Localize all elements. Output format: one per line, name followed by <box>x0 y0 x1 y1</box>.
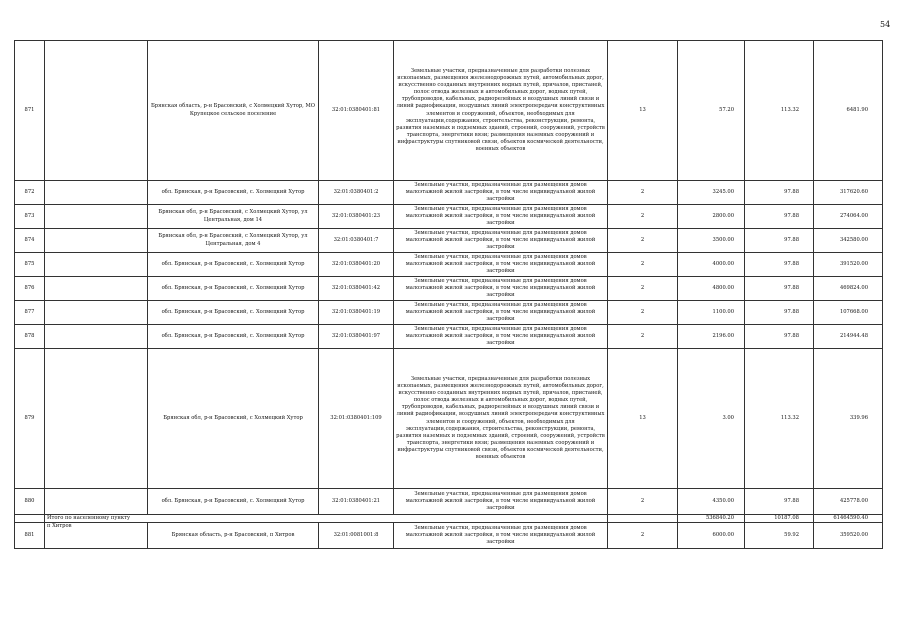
cadastral-number-cell: 32:01:0380401:81 <box>319 41 394 181</box>
group-code-cell: 2 <box>608 523 678 549</box>
row-number: 873 <box>15 205 45 229</box>
blank-cell <box>45 253 148 277</box>
area-cell: 4350.00 <box>678 489 745 515</box>
cadastral-value-cell: 214944.48 <box>814 325 883 349</box>
cadastral-number-cell: 32:01:0380401:109 <box>319 349 394 489</box>
rate-cell: 97.88 <box>745 229 814 253</box>
table-row <box>15 489 883 515</box>
rate-cell: 97.88 <box>745 181 814 205</box>
table-row <box>15 253 883 277</box>
group-code-cell: 13 <box>608 349 678 489</box>
row-number: 879 <box>15 349 45 489</box>
blank-cell <box>45 325 148 349</box>
group-code-cell: 2 <box>608 325 678 349</box>
cadastral-number-cell: 32:01:0380401:2 <box>319 181 394 205</box>
group-code-cell: 2 <box>608 277 678 301</box>
rate-cell: 113.32 <box>745 349 814 489</box>
address-cell: обл. Брянская, р-н Брасовский, с. Холмецкий Хутор <box>148 181 319 205</box>
area-cell: 4800.00 <box>678 277 745 301</box>
row-number: 875 <box>15 253 45 277</box>
row-number: 881 <box>15 523 45 549</box>
cadastral-number-cell: 32:01:0380401:7 <box>319 229 394 253</box>
cadastral-value-cell: 317620.60 <box>814 181 883 205</box>
blank-cell <box>45 229 148 253</box>
blank-cell <box>45 41 148 181</box>
table-row <box>15 181 883 205</box>
rate-cell: 97.88 <box>745 205 814 229</box>
area-cell: 6000.00 <box>678 523 745 549</box>
table-row <box>15 523 883 549</box>
rate-cell: 97.88 <box>745 277 814 301</box>
cadastral-value-cell: 391520.00 <box>814 253 883 277</box>
address-cell: Брянская обл, р-н Брасовский, с Холмецкий Хутор, ул Центральная, дом 14 <box>148 205 319 229</box>
cadastral-value-cell: 342580.00 <box>814 229 883 253</box>
blank-cell <box>45 301 148 325</box>
table-row <box>15 325 883 349</box>
row-number: 877 <box>15 301 45 325</box>
address-cell: обл. Брянская, р-н Брасовский, с. Холмецкий Хутор <box>148 489 319 515</box>
rate-cell: 97.88 <box>745 301 814 325</box>
settlement-label: п Хитров <box>45 523 148 549</box>
rate-cell: 97.88 <box>745 253 814 277</box>
row-number: 872 <box>15 181 45 205</box>
address-cell: Брянская обл, р-н Брасовский, с Холмецкий Хутор <box>148 349 319 489</box>
cadastral-value-cell: 359520.00 <box>814 523 883 549</box>
row-number: 876 <box>15 277 45 301</box>
blank-cell <box>45 205 148 229</box>
rate-cell: 97.88 <box>745 489 814 515</box>
blank-cell <box>45 277 148 301</box>
row-number: 878 <box>15 325 45 349</box>
total-value-cell: 61464590.40 <box>814 515 883 523</box>
area-cell: 3500.00 <box>678 229 745 253</box>
table-row <box>15 301 883 325</box>
area-cell: 4000.00 <box>678 253 745 277</box>
address-cell: обл. Брянская, р-н Брасовский, с. Холмецкий Хутор <box>148 325 319 349</box>
cadastral-value-cell: 6481.90 <box>814 41 883 181</box>
table-row <box>15 41 883 181</box>
total-label: Итого по населенному пункту <box>45 515 608 523</box>
group-code-cell: 2 <box>608 489 678 515</box>
cadastral-number-cell: 32:01:0380401:97 <box>319 325 394 349</box>
table-row <box>15 349 883 489</box>
area-cell: 2800.00 <box>678 205 745 229</box>
blank-cell <box>45 489 148 515</box>
cadastral-value-cell: 274064.00 <box>814 205 883 229</box>
area-cell: 1100.00 <box>678 301 745 325</box>
area-cell: 3.00 <box>678 349 745 489</box>
cadastral-number-cell: 32:01:0380401:21 <box>319 489 394 515</box>
cadastral-number-cell: 32:01:0380401:23 <box>319 205 394 229</box>
address-cell: обл. Брянская, р-н Брасовский, с. Холмецкий Хутор <box>148 277 319 301</box>
rate-cell: 59.92 <box>745 523 814 549</box>
cadastral-value-cell: 425778.00 <box>814 489 883 515</box>
row-number: 880 <box>15 489 45 515</box>
cadastral-number-cell: 32:01:0380401:42 <box>319 277 394 301</box>
cadastral-number-cell: 32:01:0380401:19 <box>319 301 394 325</box>
area-cell: 2196.00 <box>678 325 745 349</box>
address-cell: Брянская область, р-н Брасовский, с Холмецкий Хутор, МО Крупецкое сельское поселение <box>148 41 319 181</box>
land-plots-table <box>14 40 883 549</box>
blank-cell <box>608 515 678 523</box>
cadastral-value-cell: 107668.00 <box>814 301 883 325</box>
page-number: 54 <box>880 20 891 29</box>
land-category-cell: Земельные участки, предназначенные для разработки полезных ископаемых, размещения железнодорожных путей, автомобильных дорог, искусственно созданных внутренних водных путей, причалов, пристаней, полос отвода железных и автомобильных дорог, водных путей, трубопроводов, кабельных, радиорелейных и воздушных линий связи и линий радиофикации, воздушных линий электропередачи конструктивных элементов и сооружений, объектов, необходимых для эксплуатации,содержания, строительства, реконструкции, ремонта, развития наземных и подземных зданий, строений, сооружений, устройств транспорта, энергетики вязи; размещения наземных сооружений и инфраструктуры спутниковой связи, объектов космической деятельности, военных объектов <box>394 349 608 489</box>
blank-cell <box>45 181 148 205</box>
land-category-cell: Земельные участки, предназначенные для размещения домов малоэтажной жилой застройки, в том числе индивидуальной жилой застройки <box>394 205 608 229</box>
address-cell: Брянская обл, р-н Брасовский, с Холмецкий Хутор, ул Центральная, дом 4 <box>148 229 319 253</box>
row-number: 871 <box>15 41 45 181</box>
blank-cell <box>15 515 45 523</box>
address-cell: Брянская область, р-н Брасовский, п Хитров <box>148 523 319 549</box>
area-cell: 3245.00 <box>678 181 745 205</box>
blank-cell <box>45 349 148 489</box>
total-row <box>15 515 883 523</box>
address-cell: обл. Брянская, р-н Брасовский, с. Холмецкий Хутор <box>148 301 319 325</box>
land-category-cell: Земельные участки, предназначенные для размещения домов малоэтажной жилой застройки, в том числе индивидуальной жилой застройки <box>394 181 608 205</box>
cadastral-number-cell: 32:01:0380401:20 <box>319 253 394 277</box>
cadastral-value-cell: 339.96 <box>814 349 883 489</box>
table-row <box>15 229 883 253</box>
address-cell: обл. Брянская, р-н Брасовский, с. Холмецкий Хутор <box>148 253 319 277</box>
group-code-cell: 13 <box>608 41 678 181</box>
table-row <box>15 277 883 301</box>
land-category-cell: Земельные участки, предназначенные для размещения домов малоэтажной жилой застройки, в том числе индивидуальной жилой застройки <box>394 489 608 515</box>
table-row <box>15 205 883 229</box>
land-category-cell: Земельные участки, предназначенные для размещения домов малоэтажной жилой застройки, в том числе индивидуальной жилой застройки <box>394 523 608 549</box>
land-category-cell: Земельные участки, предназначенные для размещения домов малоэтажной жилой застройки, в том числе индивидуальной жилой застройки <box>394 301 608 325</box>
total-rate-cell: 10187.08 <box>745 515 814 523</box>
land-category-cell: Земельные участки, предназначенные для разработки полезных ископаемых, размещения железнодорожных путей, автомобильных дорог, искусственно созданных внутренних водных путей, причалов, пристаней, полос отвода железных и автомобильных дорог, водных путей, трубопроводов, кабельных, радиорелейных и воздушных линий связи и линий радиофикации, воздушных линий электропередачи конструктивных элементов и сооружений, объектов, необходимых для эксплуатации,содержания, строительства, реконструкции, ремонта, развития наземных и подземных зданий, строений, сооружений, устройств транспорта, энергетики вязи; размещения наземных сооружений и инфраструктуры спутниковой связи, объектов космической деятельности, военных объектов <box>394 41 608 181</box>
rate-cell: 113.32 <box>745 41 814 181</box>
rate-cell: 97.88 <box>745 325 814 349</box>
group-code-cell: 2 <box>608 205 678 229</box>
group-code-cell: 2 <box>608 181 678 205</box>
group-code-cell: 2 <box>608 301 678 325</box>
cadastral-number-cell: 32:01:0081001:8 <box>319 523 394 549</box>
total-area-cell: 536840.20 <box>678 515 745 523</box>
land-category-cell: Земельные участки, предназначенные для размещения домов малоэтажной жилой застройки, в том числе индивидуальной жилой застройки <box>394 229 608 253</box>
land-category-cell: Земельные участки, предназначенные для размещения домов малоэтажной жилой застройки, в том числе индивидуальной жилой застройки <box>394 325 608 349</box>
land-category-cell: Земельные участки, предназначенные для размещения домов малоэтажной жилой застройки, в том числе индивидуальной жилой застройки <box>394 277 608 301</box>
land-category-cell: Земельные участки, предназначенные для размещения домов малоэтажной жилой застройки, в том числе индивидуальной жилой застройки <box>394 253 608 277</box>
group-code-cell: 2 <box>608 229 678 253</box>
group-code-cell: 2 <box>608 253 678 277</box>
cadastral-value-cell: 469824.00 <box>814 277 883 301</box>
area-cell: 57.20 <box>678 41 745 181</box>
row-number: 874 <box>15 229 45 253</box>
